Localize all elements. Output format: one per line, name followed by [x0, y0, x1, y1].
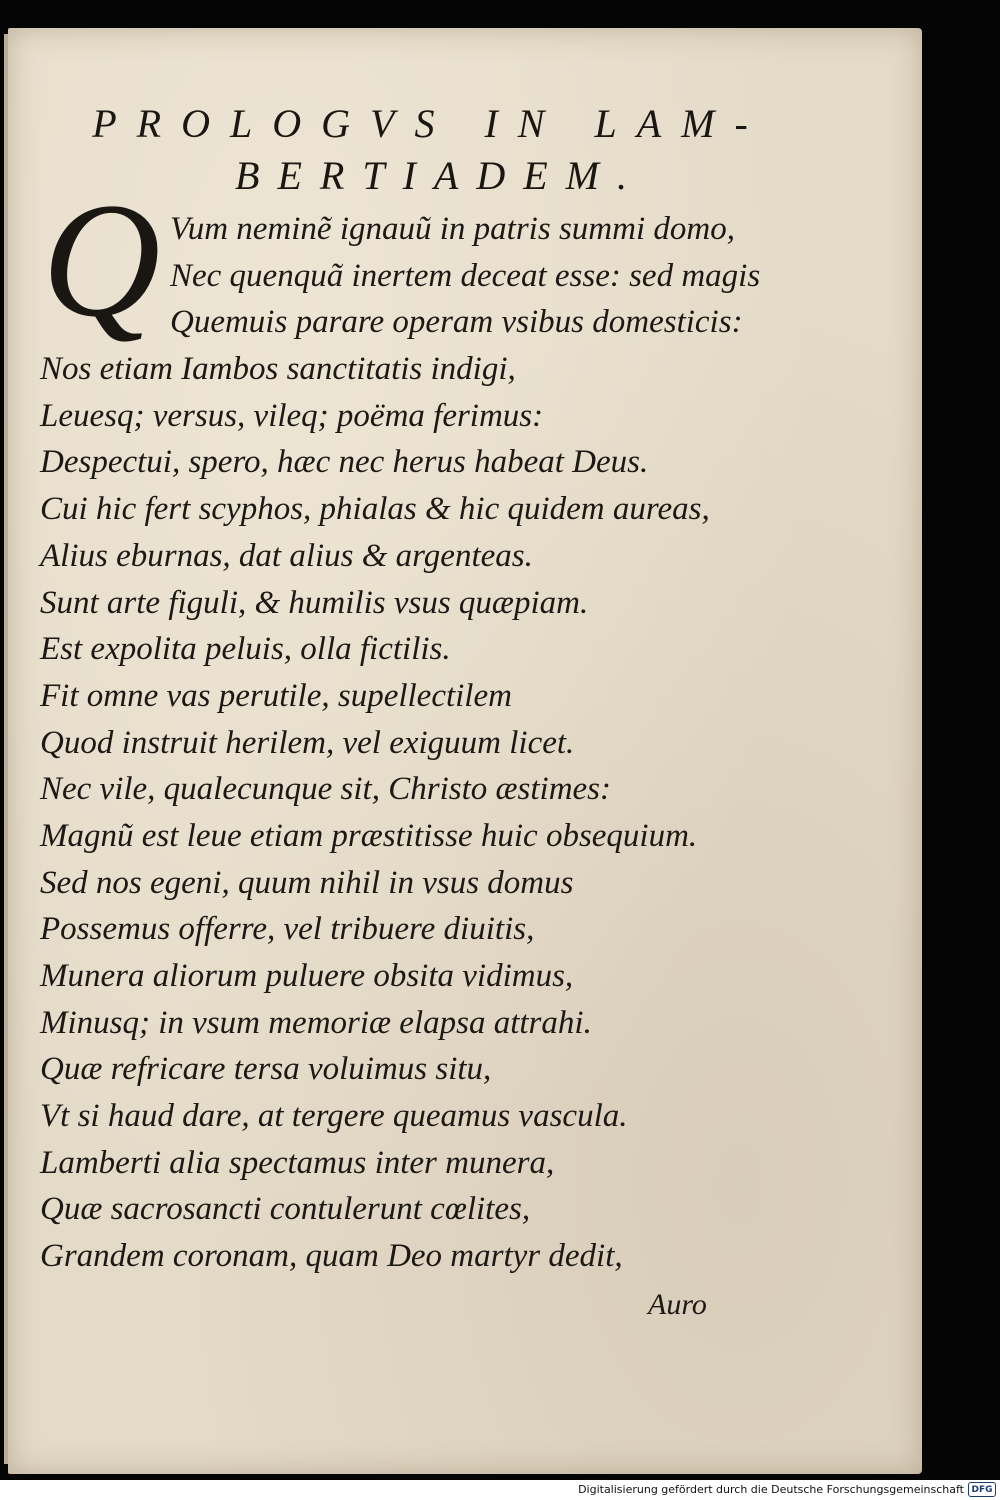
- verse-line: Lamberti alia spectamus inter munera,: [40, 1144, 555, 1181]
- verse-line: Sunt arte figuli, & humilis vsus quæpiam.: [40, 584, 589, 621]
- verse-line: Quod instruit herilem, vel exiguum licet.: [40, 724, 575, 761]
- verse-line: Grandem coronam, quam Deo martyr dedit,: [40, 1238, 623, 1275]
- verse-line: Sed nos egeni, quum nihil in vsus domus: [40, 864, 574, 901]
- dfg-logo-icon: DFG: [968, 1482, 996, 1497]
- verse-line: Vum neminẽ ignauũ in patris summi domo,: [170, 211, 735, 247]
- verse-line: Leuesq; versus, vileq; poëma ferimus:: [40, 397, 544, 434]
- page-title: [70, 98, 790, 202]
- verse-line: Nec vile, qualecunque sit, Christo æstimes:: [40, 771, 612, 808]
- verse-line: Quæ sacrosancti contulerunt cœlites,: [40, 1191, 531, 1228]
- verse-line: Nec quenquã inertem deceat esse: sed magis: [170, 257, 761, 294]
- title-line-2: BERTIADEM.: [235, 153, 645, 198]
- verse-line: Fit omne vas perutile, supellectilem: [40, 677, 512, 714]
- verse-line: Alius eburnas, dat alius & argenteas.: [40, 537, 533, 574]
- title-line-1: PROLOGVS IN LAM-: [92, 101, 768, 146]
- verse-line: Munera aliorum puluere obsita vidimus,: [40, 958, 574, 994]
- verse-block: [40, 206, 800, 1280]
- verse-line: Possemus offerre, vel tribuere diuitis,: [40, 911, 535, 948]
- verse-line: Est expolita peluis, olla fictilis.: [40, 631, 451, 668]
- drop-cap: Q: [42, 170, 161, 351]
- verse-line: Quæ refricare tersa voluimus situ,: [40, 1051, 492, 1088]
- verse-line: Despectui, spero, hæc nec herus habeat Deus.: [40, 444, 649, 481]
- verse-line: Cui hic fert scyphos, phialas & hic quidem aureas,: [40, 491, 710, 528]
- verse-line: Vt si haud dare, at tergere queamus vascula.: [40, 1098, 628, 1135]
- funding-credit: Digitalisierung gefördert durch die Deutsche Forschungsgemeinschaft: [578, 1483, 964, 1496]
- verse-line: Minusq; in vsum memoriæ elapsa attrahi.: [40, 1004, 592, 1041]
- catchword: Auro: [648, 1288, 707, 1321]
- verse-line: Magnũ est leue etiam præstitisse huic obsequium.: [40, 817, 698, 854]
- verse-line: Nos etiam Iambos sanctitatis indigi,: [40, 351, 516, 388]
- verse-line: Quemuis parare operam vsibus domesticis:: [170, 304, 743, 341]
